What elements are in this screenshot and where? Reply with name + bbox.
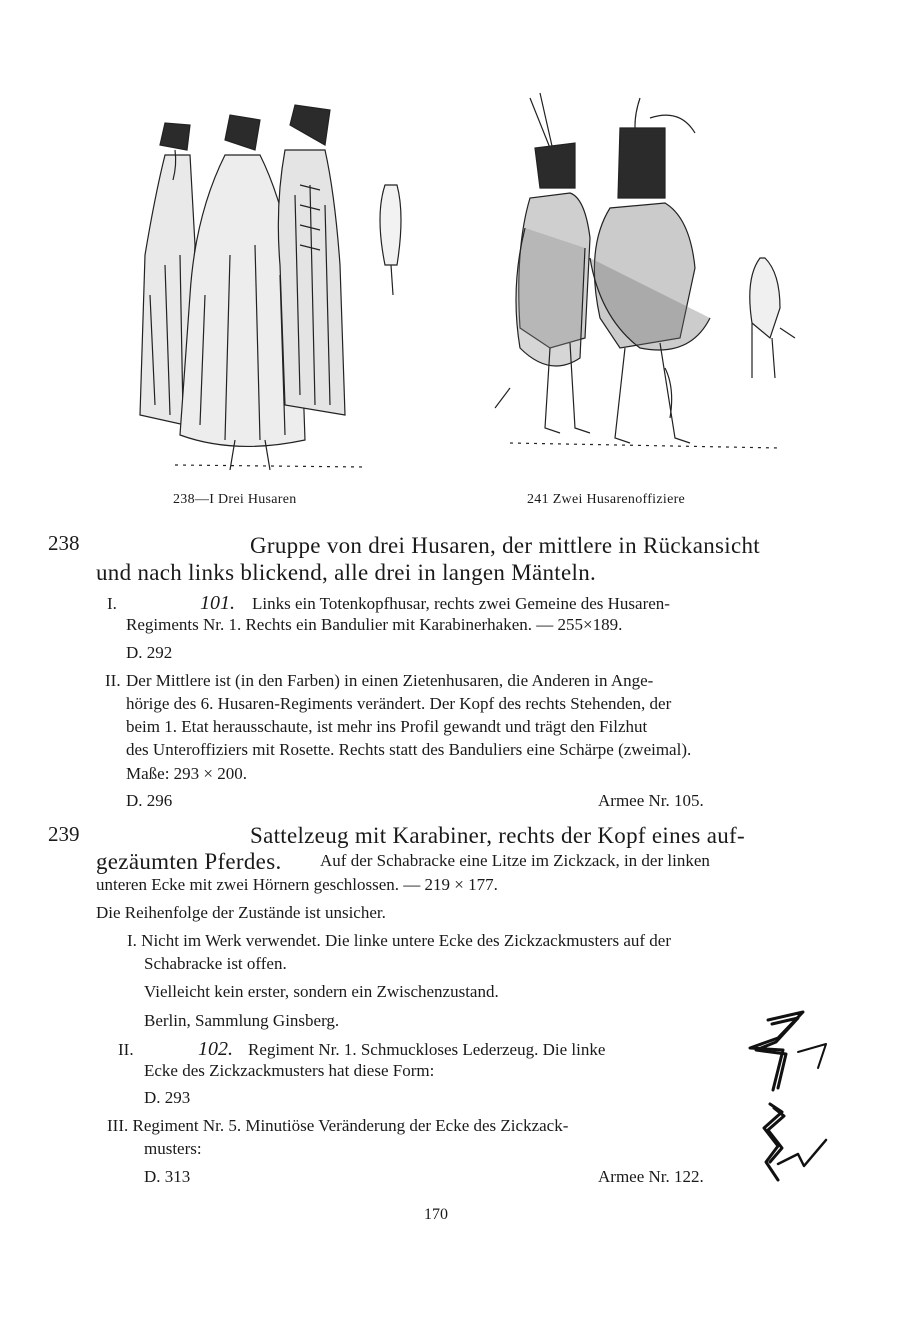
- illustration-two-hussar-officers: [490, 88, 810, 483]
- page-number: 170: [424, 1206, 448, 1223]
- zigzag-corner-sketch-ii: [738, 1008, 830, 1098]
- entry-239-title-line2a: gezäumten Pferdes.: [96, 849, 282, 874]
- entry-239-title-line2b: Auf der Schabracke eine Litze im Zickzack, in der linken: [320, 851, 710, 870]
- entry-239-state2-line1: Regiment Nr. 1. Schmuckloses Lederzeug. Die linke: [248, 1040, 606, 1059]
- entry-239-title-line1: Sattelzeug mit Karabiner, rechts der Kopf eines auf-: [250, 823, 745, 848]
- entry-238-state1-roman: I.: [107, 594, 117, 613]
- entry-239-state1-line1: I. Nicht im Werk verwendet. Die linke untere Ecke des Zickzackmusters auf der: [127, 931, 671, 950]
- entry-239-state1-line4: Berlin, Sammlung Ginsberg.: [144, 1011, 340, 1030]
- entry-239-state1-line3: Vielleicht kein erster, sondern ein Zwischenzustand.: [144, 982, 499, 1001]
- figure-caption-left: 238—I Drei Husaren: [173, 492, 297, 507]
- entry-238-armee-ref: Armee Nr. 105.: [598, 791, 704, 810]
- entry-238-state2-line5: Maße: 293 × 200.: [126, 764, 248, 783]
- zigzag-corner-sketch-iii: [748, 1100, 830, 1186]
- entry-238-state1-ref: D. 292: [126, 643, 173, 662]
- entry-239-state1-line2: Schabracke ist offen.: [144, 954, 287, 973]
- entry-238-state1-line1: Links ein Totenkopfhusar, rechts zwei Gemeine des Husaren-: [252, 594, 670, 613]
- entry-238-state2-ref: D. 296: [126, 791, 173, 810]
- entry-239-state2-plate: 102.: [198, 1038, 233, 1060]
- entry-238-state1-plate: 101.: [200, 592, 235, 614]
- entry-239-state2-roman: II.: [118, 1040, 134, 1059]
- entry-238-state1-line2: Regiments Nr. 1. Rechts ein Bandulier mit Karabinerhaken. — 255×189.: [126, 615, 623, 634]
- entry-239-state3-line1: III. Regiment Nr. 5. Minutiöse Veränderung der Ecke des Zickzack-: [107, 1116, 569, 1135]
- entry-238-state2-line2: hörige des 6. Husaren-Regiments verändert. Der Kopf des rechts Stehenden, der: [126, 694, 672, 713]
- entry-number-239: 239: [48, 822, 80, 846]
- entry-239-state3-line2: musters:: [144, 1139, 202, 1158]
- entry-239-line3: unteren Ecke mit zwei Hörnern geschlossen. — 219 × 177.: [96, 875, 498, 894]
- entry-238-title-line1: Gruppe von drei Husaren, der mittlere in Rückansicht: [250, 533, 760, 558]
- illustration-three-hussars: [135, 95, 425, 480]
- entry-239-state2-ref: D. 293: [144, 1088, 191, 1107]
- entry-238-state2-line4: des Unteroffiziers mit Rosette. Rechts statt des Banduliers eine Schärpe (zweimal).: [126, 740, 692, 759]
- entry-239-state2-line2: Ecke des Zickzackmusters hat diese Form:: [144, 1061, 435, 1080]
- entry-238-state2-line1: Der Mittlere ist (in den Farben) in einen Zietenhusaren, die Anderen in Ange-: [126, 671, 654, 690]
- entry-239-armee-ref: Armee Nr. 122.: [598, 1167, 704, 1186]
- entry-238-title-line2: und nach links blickend, alle drei in langen Mänteln.: [96, 560, 597, 585]
- entry-238-state2-roman: II.: [105, 671, 121, 690]
- entry-239-line4: Die Reihenfolge der Zustände ist unsicher.: [96, 903, 386, 922]
- entry-239-state3-ref: D. 313: [144, 1167, 191, 1186]
- entry-238-state2-line3: beim 1. Etat herausschaute, ist mehr ins Profil gewandt und trägt den Filzhut: [126, 717, 648, 736]
- figure-caption-right: 241 Zwei Husarenoffiziere: [527, 492, 686, 507]
- entry-number-238: 238: [48, 531, 80, 555]
